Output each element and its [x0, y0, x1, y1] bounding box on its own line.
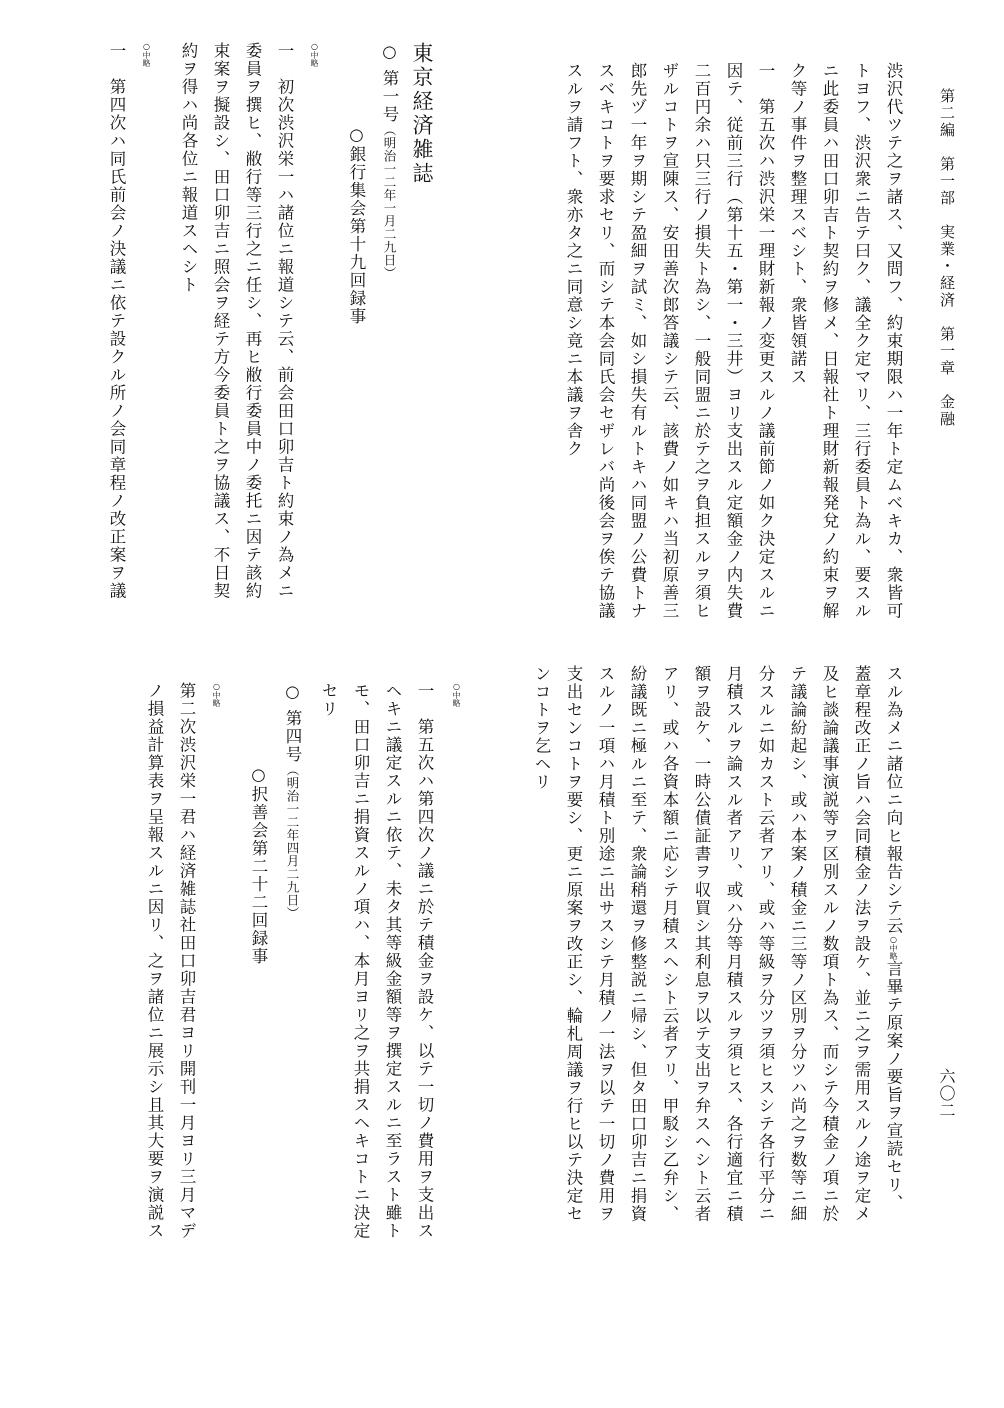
- text-column: 一 第四次ハ同氏前会ノ決議ニ依テ設クル所ノ会同章程ノ改正案ヲ議: [107, 42, 126, 600]
- text-column: セリ: [319, 682, 338, 718]
- omission-note: ○中略: [889, 935, 898, 960]
- text-column: 一 初次渋沢栄一ハ諸位ニ報道シテ云、前会田口卯吉ト約束ノ為メニ: [275, 42, 294, 600]
- text-column: 蓋章程改正ノ旨ハ会同積金ノ法ヲ設ケ、並ニ之ヲ需用スルノ途ヲ定メ: [852, 665, 871, 1223]
- page-number: 六〇二: [937, 1068, 956, 1119]
- text-column: ザルコトヲ宣陳ス、安田善次郎答議シテ云、該費ノ如キハ当初原善三: [660, 62, 679, 620]
- record-title: ○銀行集会第十九回録事: [347, 125, 366, 326]
- record-title: ○択善会第二十二回録事: [249, 765, 268, 966]
- issue-number: ○ 第一号: [380, 42, 399, 124]
- text-column: モ、田口卯吉ニ捐資スルノ項ハ、本月ヨリ之ヲ共捐スヘキコトニ決定: [351, 682, 370, 1240]
- text-column: 束案ヲ擬設シ、田口卯吉ニ照会ヲ経テ方今委員ト之ヲ協議ス、不日契: [211, 42, 230, 600]
- text-column: スベキコトヲ要求セリ、而シテ本会同氏会セザレバ尚後会ヲ俟テ協議: [596, 62, 615, 620]
- omission-note: ○中略: [310, 42, 319, 67]
- text-column: 月積スルヲ論スル者アリ、或ハ分等月積スルヲ須ヒス、各行適宜ニ積: [724, 665, 743, 1223]
- text-column: 一 第五次ハ第四次ノ議ニ於テ積金ヲ設ケ、以テ一切ノ費用ヲ支出ス: [415, 682, 434, 1240]
- text-column: 及ヒ談論議事演説等ヲ区別スルノ数項ト為ス、而シテ今積金ノ項ニ於: [820, 665, 839, 1223]
- text-span: スル為メニ諸位ニ向ヒ報告シテ云: [884, 665, 903, 935]
- text-column: トヨフ、渋沢衆ニ告テ曰ク、議全ク定マリ、三行委員ト為ル、要スル: [852, 62, 871, 620]
- text-column: 分スルニ如カスト云者アリ、或ハ等級ヲ分ツヲ須ヒスシテ各行平分ニ: [756, 665, 775, 1223]
- text-column: 郎先ヅ一年ヲ期シテ盈細ヲ試ミ、如シ損失有ルトキハ同盟ノ公費トナ: [628, 62, 647, 620]
- omission-note: ○中略: [452, 682, 461, 707]
- text-column: 渋沢代ツテ之ヲ諸ス、又問フ、約束期限ハ一年ト定ムベキカ、衆皆可: [884, 62, 903, 620]
- text-column: テ議論紛起シ、或ハ本案ノ積金ニ三等ノ区別ヲ分ツハ尚之ヲ数等ニ細: [788, 665, 807, 1223]
- issue-label: [381, 42, 398, 279]
- text-column: 二百円余ハ只三行ノ損失ト為シ、一般同盟ニ於テ之ヲ負担スルヲ須ヒ: [692, 62, 711, 620]
- text-column: スルヲ請フト、衆亦タ之ニ同意シ竟ニ本議ヲ舎ク: [564, 62, 583, 458]
- issue-label: [284, 682, 301, 919]
- text-column: ノ損益計算表ヲ呈報スルニ因リ、之ヲ諸位ニ展示シ且其大要ヲ演説ス: [145, 682, 164, 1240]
- text-column: ニ此委員ハ田口卯吉ト契約ヲ修メ、日報社ト理財新報発兌ノ約束ヲ解: [820, 62, 839, 620]
- text-column: スルノ一項ハ月積ト別途ニ出サスシテ月積ノ一法ヲ以テ一切ノ費用ヲ: [596, 665, 615, 1223]
- running-head: 第二編 第一部 実業・経済 第一章 金融: [938, 88, 956, 428]
- text-column: 額ヲ設ケ、一時公債証書ヲ収買シ其利息ヲ以テ支出ヲ弁スヘシト云者: [692, 665, 711, 1223]
- text-column: ヘキニ議定スルニ依テ、未タ其等級金額等ヲ撰定スルニ至ラスト雖ト: [383, 682, 402, 1240]
- text-column: 委員ヲ撰ヒ、敝行等三行之ニ任シ、再ヒ敝行委員中ノ委托ニ因テ該約: [243, 42, 262, 600]
- text-column: [885, 665, 902, 1212]
- text-column: 支出センコトヲ要シ、更ニ原案ヲ改正シ、輪札周議ヲ行ヒ以テ決定セ: [564, 665, 583, 1223]
- text-column: アリ、或ハ各資本額ニ応シテ月積スヘシト云者アリ、甲駁シ乙弁シ、: [660, 665, 679, 1223]
- issue-date: （明治一二年一月二九日）: [382, 123, 397, 280]
- omission-note: ○中略: [212, 682, 221, 707]
- text-column: 一 第五次ハ渋沢栄一理財新報ノ変更スルノ議前節ノ如ク決定スルニ: [756, 62, 775, 620]
- text-column: 約ヲ得ハ尚各位ニ報道スヘシト: [179, 42, 198, 294]
- issue-number: ○ 第四号: [283, 682, 302, 764]
- issue-date: （明治一二年四月二九日）: [285, 763, 300, 920]
- omission-note: ○中略: [142, 42, 151, 67]
- text-column: 第二次渋沢栄一君ハ経済雑誌社田口卯吉君ヨリ開刊一月ヨリ三月マデ: [177, 682, 196, 1240]
- text-column: 因テ、従前三行（第十五・第一・三井）ヨリ支出スル定額金ノ内失費: [724, 62, 743, 620]
- text-column: ク等ノ事件ヲ整理スベシト、衆皆領諾ス: [788, 62, 807, 386]
- text-column: ンコトヲ乞ヘリ: [532, 665, 551, 791]
- journal-title: 東京経済雑誌: [410, 42, 434, 186]
- text-column: 紛議既ニ極ルニ至テ、衆論稍還ヲ修整説ニ帰シ、但タ田口卯吉ニ捐資: [628, 665, 647, 1223]
- text-span: 言畢テ原案ノ要旨ヲ宣読セリ、: [884, 960, 903, 1212]
